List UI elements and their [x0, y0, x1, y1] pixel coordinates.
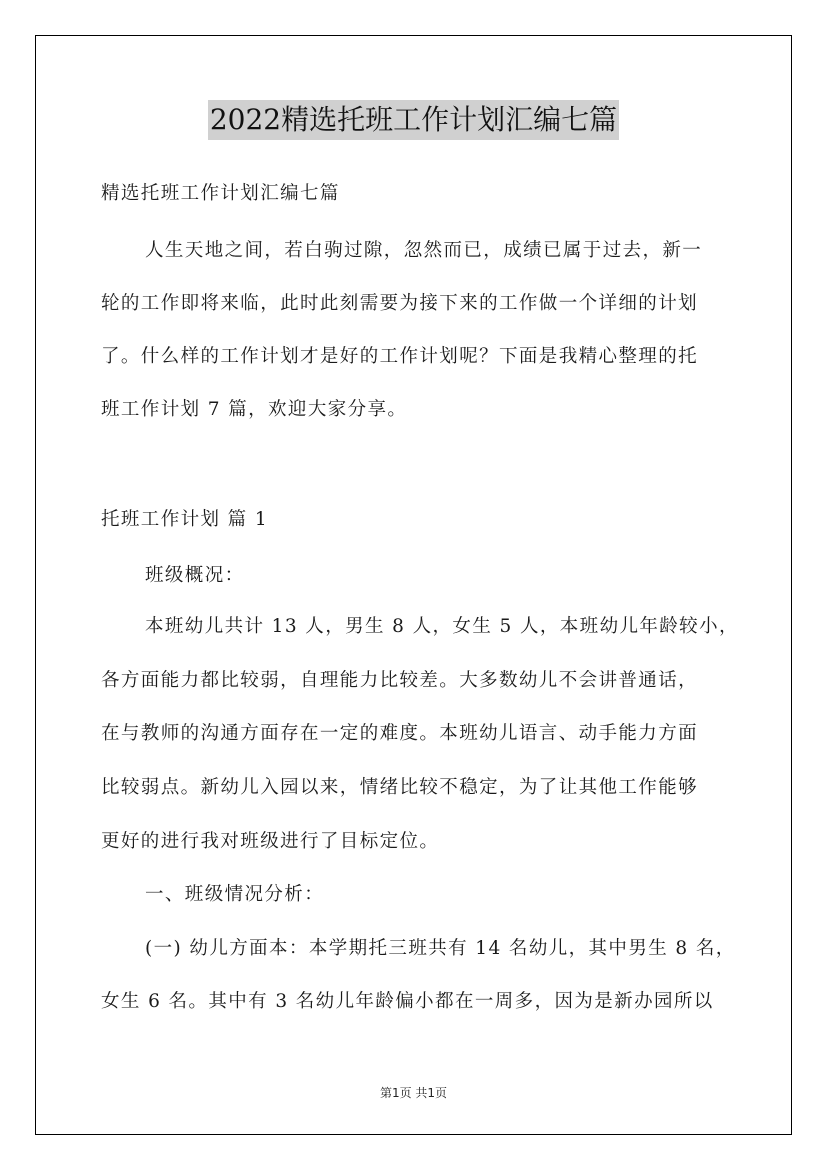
overview-line: 在与教师的沟通方面存在一定的难度。本班幼儿语言、动手能力方面: [101, 723, 699, 744]
intro-line: 人生天地之间，若白驹过隙，忽然而已，成绩已属于过去，新一: [145, 240, 703, 261]
document-title: 2022精选托班工作计划汇编七篇: [208, 100, 619, 140]
overview-line: 各方面能力都比较弱，自理能力比较差。大多数幼儿不会讲普通话，: [101, 670, 699, 691]
section-heading: 托班工作计划 篇 1: [101, 509, 269, 530]
class-overview-label: 班级概况：: [145, 565, 245, 586]
analysis-line: 女生 6 名。其中有 3 名幼儿年龄偏小都在一周多，因为是新办园所以: [101, 991, 714, 1012]
page-number: 第1页 共1页: [379, 1086, 448, 1100]
title-container: [0, 100, 827, 140]
intro-line: 了。什么样的工作计划才是好的工作计划呢？下面是我精心整理的托: [101, 346, 699, 367]
overview-line: 比较弱点。新幼儿入园以来，情绪比较不稳定，为了让其他工作能够: [101, 777, 699, 798]
intro-line: 班工作计划 7 篇，欢迎大家分享。: [101, 399, 408, 420]
analysis-line: (一) 幼儿方面本：本学期托三班共有 14 名幼儿，其中男生 8 名，: [145, 938, 736, 959]
intro-line: 轮的工作即将来临，此时此刻需要为接下来的工作做一个详细的计划: [101, 293, 699, 314]
overview-line: 本班幼儿共计 13 人，男生 8 人，女生 5 人，本班幼儿年龄较小，: [145, 616, 739, 637]
analysis-heading: 一、班级情况分析：: [145, 884, 325, 905]
overview-line: 更好的进行我对班级进行了目标定位。: [101, 831, 440, 852]
document-subtitle: 精选托班工作计划汇编七篇: [101, 183, 340, 204]
